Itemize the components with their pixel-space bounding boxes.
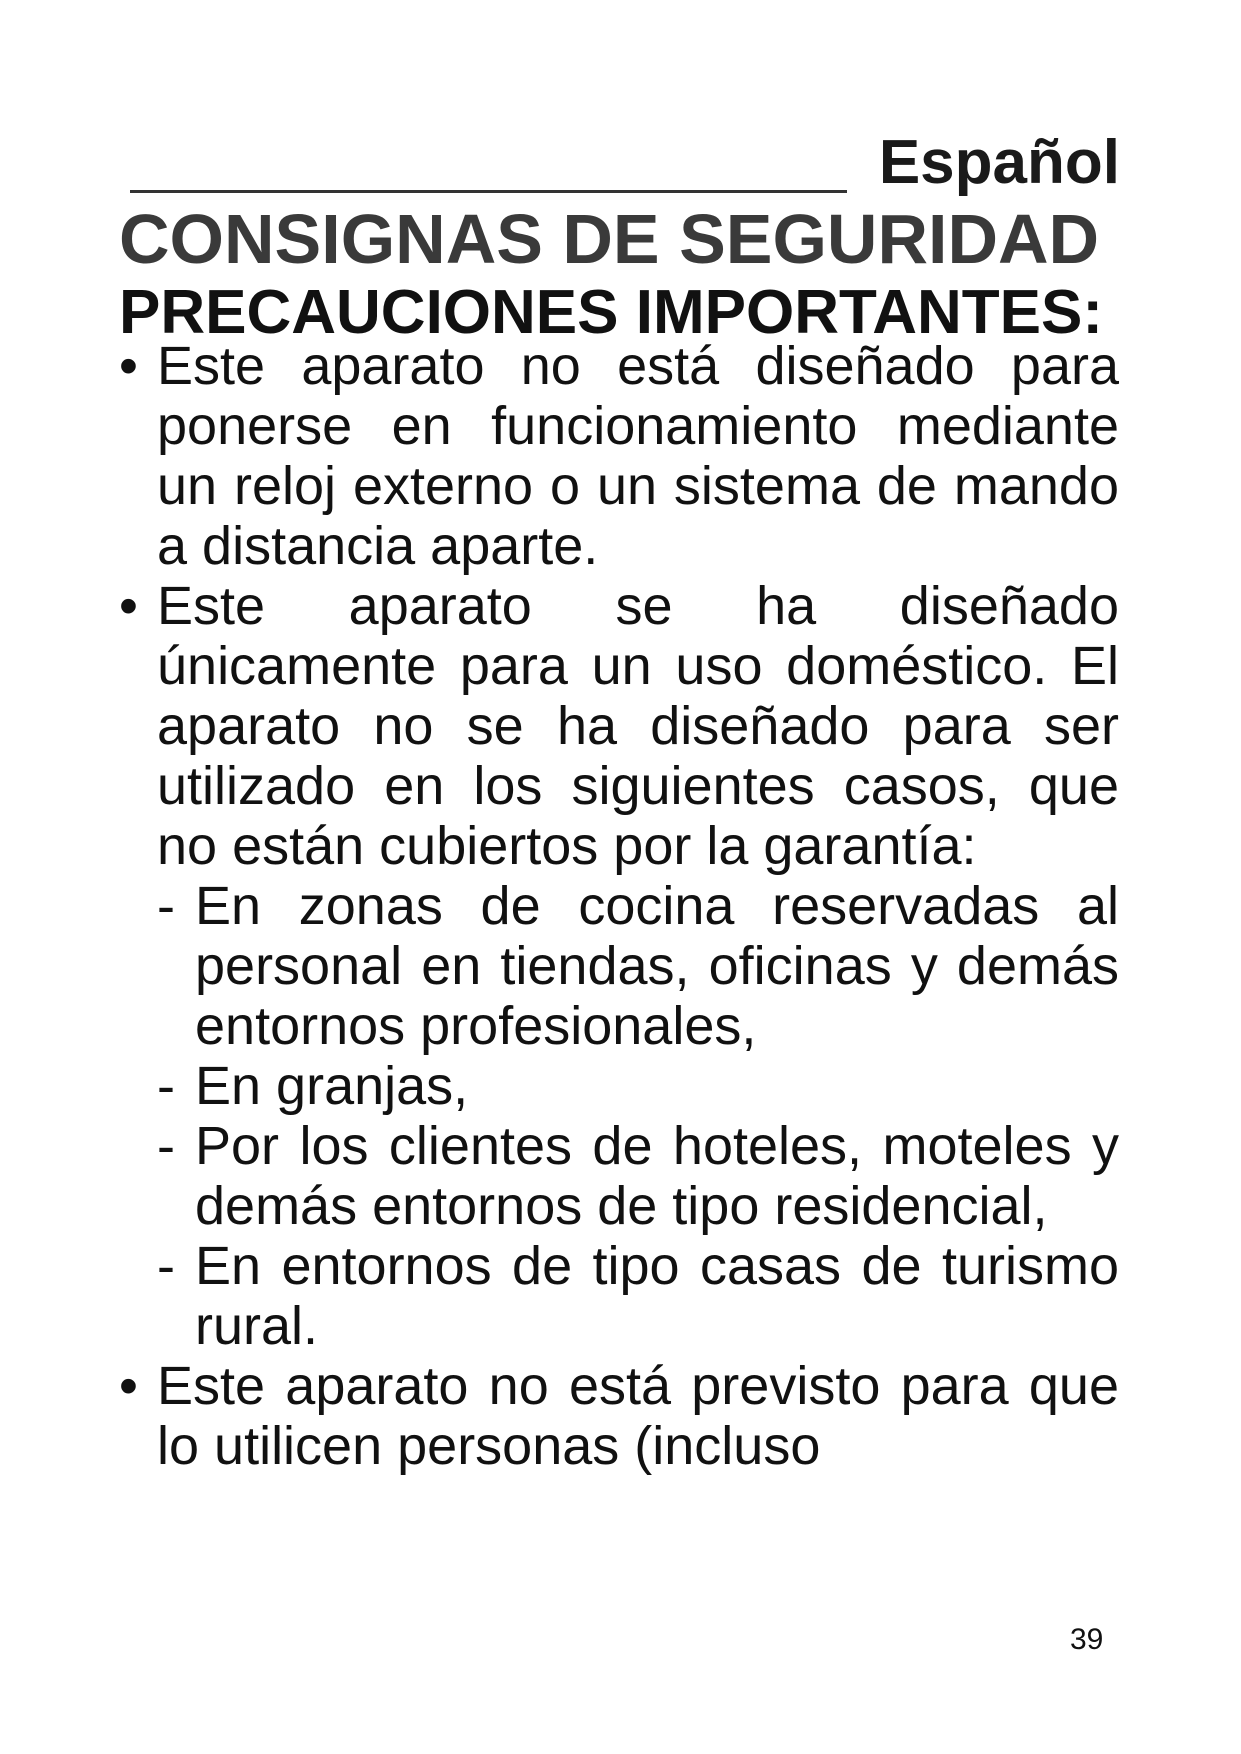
safety-content (119, 336, 1119, 1476)
dash-mark: - (157, 876, 175, 936)
dash-text: En entornos de tipo casas de turismo rural. (195, 1236, 1119, 1356)
dash-text: En zonas de cocina reservadas al personal en tiendas, oficinas y demás entornos profesionales, (195, 876, 1119, 1056)
dash-mark: - (157, 1056, 175, 1116)
bullet-mark: • (119, 336, 138, 396)
page-number: 39 (1070, 1623, 1104, 1656)
language-header (130, 128, 1120, 198)
bullet-text: Este aparato se ha diseñado únicamente para un uso doméstico. El aparato no se ha diseñado para ser utilizado en los siguientes casos, que no están cubiertos por la garantía: (157, 576, 1119, 876)
dash-item (119, 1236, 1119, 1356)
header-rule (130, 190, 847, 193)
bullet-mark: • (119, 576, 138, 636)
bullet-text: Este aparato no está diseñado para ponerse en funcionamiento mediante un reloj externo o un sistema de mando a distancia aparte. (157, 336, 1119, 576)
dash-list (119, 876, 1119, 1356)
section-title: CONSIGNAS DE SEGURIDAD (119, 200, 1100, 278)
language-label: Español (878, 128, 1120, 197)
dash-text: En granjas, (195, 1056, 469, 1116)
dash-item (119, 876, 1119, 1056)
section-subtitle: PRECAUCIONES IMPORTANTES: (119, 278, 1104, 347)
bullet-text: Este aparato no está previsto para que lo utilicen personas (incluso (157, 1356, 1119, 1476)
bullet-item (119, 1356, 1119, 1476)
dash-mark: - (157, 1116, 175, 1176)
bullet-mark: • (119, 1356, 138, 1416)
dash-mark: - (157, 1236, 175, 1296)
dash-text: Por los clientes de hoteles, moteles y demás entornos de tipo residencial, (195, 1116, 1119, 1236)
bullet-item (119, 336, 1119, 576)
dash-item (119, 1056, 1119, 1116)
bullet-item (119, 576, 1119, 876)
dash-item (119, 1116, 1119, 1236)
